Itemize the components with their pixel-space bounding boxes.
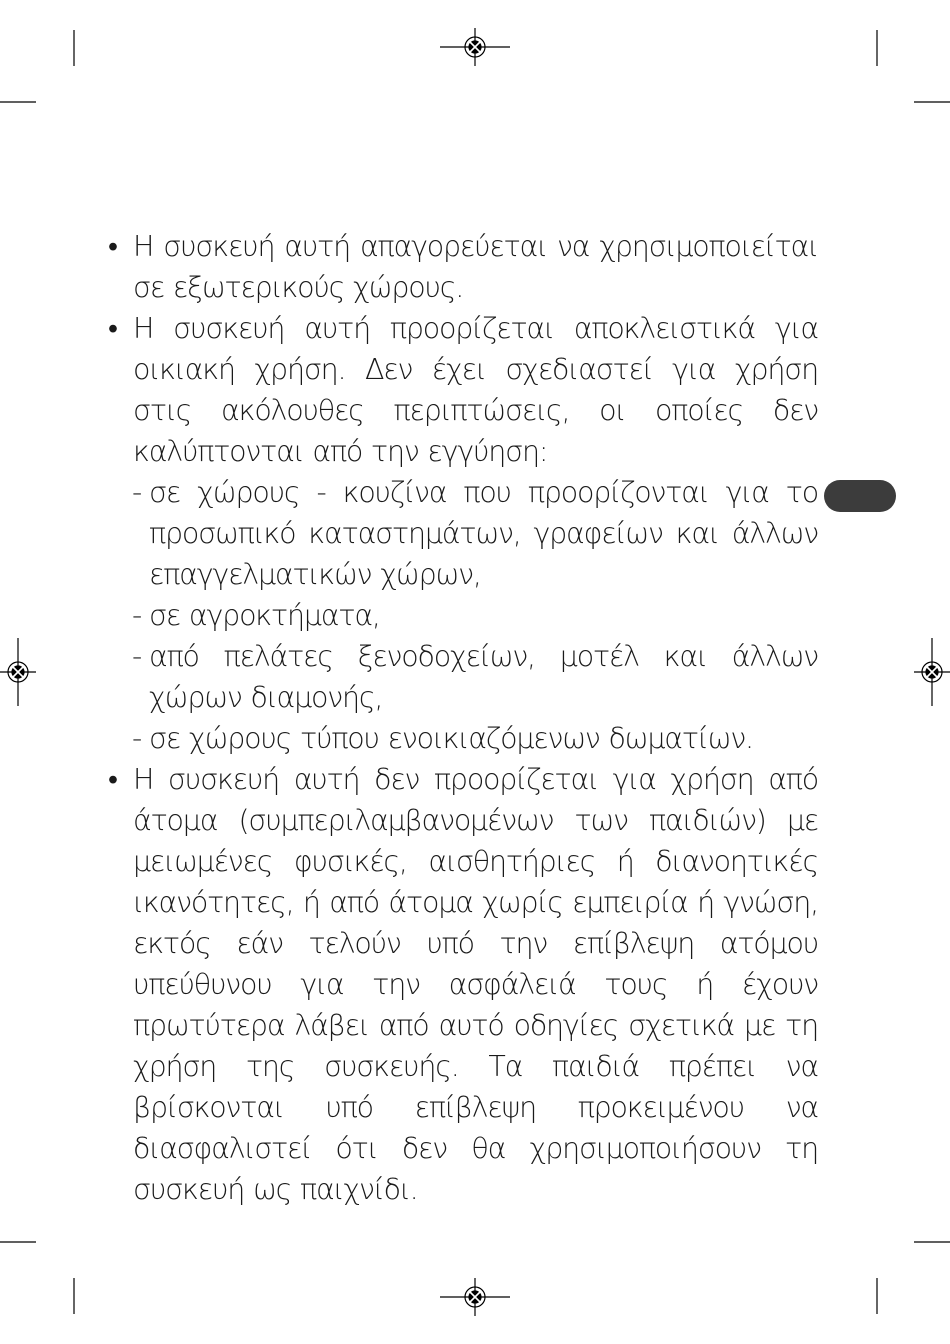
list-item-outdoor-use — [108, 226, 818, 308]
dash: - — [132, 722, 142, 755]
dash: - — [132, 599, 142, 632]
dash: - — [132, 476, 142, 509]
language-tab-marker — [824, 480, 896, 512]
list-item-text: Η συσκευή αυτή απαγορεύεται να χρησιμοποιείται σε εξωτερικούς χώρους. — [133, 230, 818, 304]
sub-item-text: σε αγροκτήματα, — [149, 599, 380, 632]
list-item-household-use — [108, 308, 818, 472]
list-item-supervision — [108, 759, 818, 1210]
sub-item-text: από πελάτες ξενοδοχείων, μοτέλ και άλλων χώρων διαμονής, — [149, 640, 818, 714]
list-item-text: Η συσκευή αυτή δεν προορίζεται για χρήση από άτομα (συμπεριλαμβανομένων των παιδιών) με μειωμένες φυσικές, αισθητήριες ή διανοητικές ικανότητες, ή από άτομα χωρίς εμπειρία ή γνώση, εκτός εάν τελούν υπό την επίβλεψη ατόμου υπεύθυνου για την ασφάλειά τους ή έχουν πρωτύτερα λάβει από αυτό οδηγίες σχετικά με τη χρήση της συσκευής. Τα παιδιά πρέπει να βρίσκονται υπό επίβλεψη προκειμένου να διασφαλιστεί ότι δεν θα χρησιμοποιήσουν τη συσκευή ως παιχνίδι. — [133, 763, 818, 1206]
sub-item-hotel-clients — [108, 636, 818, 718]
registration-mark-top — [440, 28, 510, 66]
sub-item-rented-rooms — [108, 718, 818, 759]
safety-instructions — [108, 226, 818, 1210]
sub-item-farms — [108, 595, 818, 636]
bullet: • — [108, 230, 117, 263]
list-item-text: Η συσκευή αυτή προορίζεται αποκλειστικά για οικιακή χρήση. Δεν έχει σχεδιαστεί για χρήση στις ακόλουθες περιπτώσεις, οι οποίες δεν καλύπτονται από την εγγύηση: — [133, 312, 818, 468]
registration-mark-left — [0, 638, 36, 706]
sub-item-staff-kitchens — [108, 472, 818, 595]
sub-item-text: σε χώρους τύπου ενοικιαζόμενων δωματίων. — [149, 722, 753, 755]
registration-mark-right — [914, 638, 950, 706]
registration-mark-bottom — [440, 1278, 510, 1316]
bullet: • — [108, 763, 117, 796]
bullet: • — [108, 312, 117, 345]
dash: - — [132, 640, 142, 673]
sub-item-text: σε χώρους - κουζίνα που προορίζονται για το προσωπικό καταστημάτων, γραφείων και άλλων επαγγελματικών χώρων, — [149, 476, 818, 591]
